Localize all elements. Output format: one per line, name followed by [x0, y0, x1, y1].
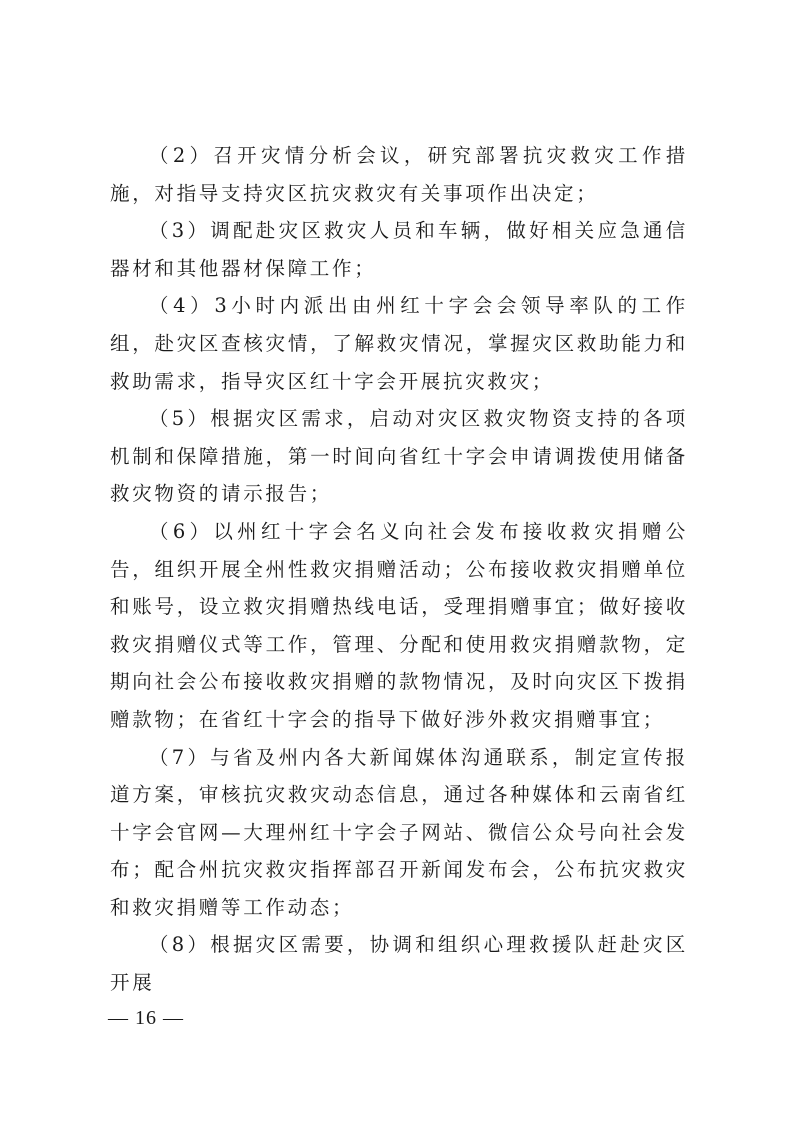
body-text — [110, 137, 688, 1002]
paragraph-item-3: （3）调配赴灾区救灾人员和车辆，做好相关应急通信器材和其他器材保障工作； — [110, 219, 688, 280]
paragraph-item-5: （5）根据灾区需求，启动对灾区救灾物资支持的各项机制和保障措施，第一时间向省红十字会申请调拨使用储备救灾物资的请示报告； — [110, 407, 688, 506]
paragraph-item-6: （6）以州红十字会名义向社会发布接收救灾捐赠公告，组织开展全州性救灾捐赠活动；公布接收救灾捐赠单位和账号，设立救灾捐赠热线电话，受理捐赠事宜；做好接收救灾捐赠仪式等工作，管理、分配和使用救灾捐赠款物，定期向社会公布接收救灾捐赠的款物情况，及时向灾区下拨捐赠款物；在省红十字会的指导下做好涉外救灾捐赠事宜； — [110, 519, 688, 731]
paragraph-item-2: （2）召开灾情分析会议，研究部署抗灾救灾工作措施，对指导支持灾区抗灾救灾有关事项作出决定； — [110, 144, 688, 205]
page-number: — 16 — — [108, 1007, 184, 1029]
paragraph-item-8: （8）根据灾区需要，协调和组织心理救援队赶赴灾区开展 — [110, 933, 688, 995]
paragraph-item-7: （7）与省及州内各大新闻媒体沟通联系，制定宣传报道方案，审核抗灾救灾动态信息，通过各种媒体和云南省红十字会官网—大理州红十字会子网站、微信公众号向社会发布；配合州抗灾救灾指挥部召开新闻发布会，公布抗灾救灾和救灾捐赠等工作动态； — [110, 745, 688, 919]
paragraph-item-4: （4）3小时内派出由州红十字会会领导率队的工作组，赴灾区查核灾情，了解救灾情况，掌握灾区救助能力和救助需求，指导灾区红十字会开展抗灾救灾； — [110, 294, 688, 393]
